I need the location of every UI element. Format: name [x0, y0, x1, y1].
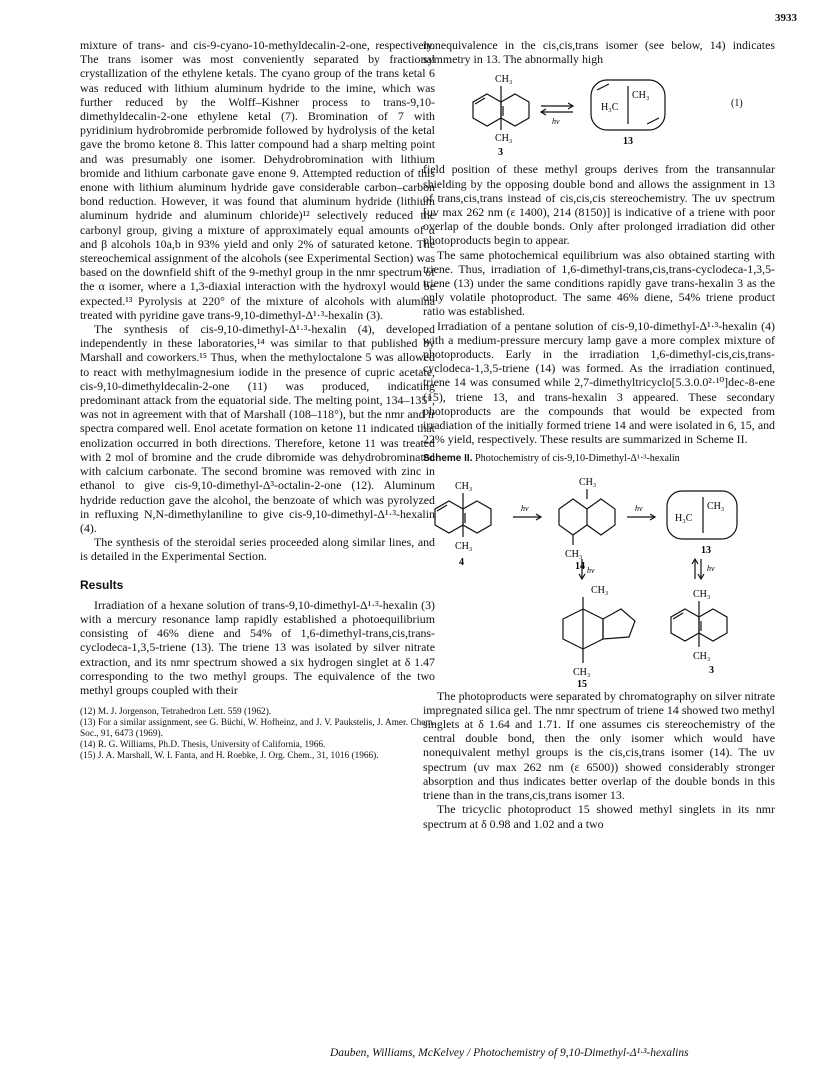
methyl-label: CH₃: [693, 588, 711, 600]
footnote: (14) R. G. Williams, Ph.D. Thesis, University of California, 1966.: [80, 740, 326, 751]
compound-number: 14: [575, 560, 585, 572]
methyl-label: CH₃: [455, 480, 473, 492]
compound-number: 4: [459, 556, 464, 568]
paragraph: Irradiation of a pentane solution of cis-9,10-dimethyl-Δ¹·³-hexalin (4) with a medium-pressure mercury lamp gave a more complex mixture of photoproducts. Early in the irradiation 1,6-dimethyl-cis,cis,trans-cyclodeca-1,3,5-triene (14) was formed. As the irradiation continued, triene 14 was consumed while 2,7-dimethyltricyclo[5.3.0.0²·¹⁰]dec-8-ene (15), triene 13, and trans-hexalin 3 appeared. These secondary photoproducts are the compounds that would be expected from irradiation of the initially formed triene 14 and were isolated in 6, 15, and 22% yield, respectively. These results are summarized in Scheme II.: [423, 318, 775, 447]
footnote: (13) For a similar assignment, see G. Büchi, W. Hofheinz, and J. V. Paukstelis, J. Amer. Chem. Soc., 91, 6473 (1969).: [80, 718, 435, 740]
page-number: 3933: [775, 12, 797, 24]
paragraph: The same photochemical equilibrium was also obtained starting with triene. Thus, irradiation of 1,6-dimethyl-trans,cis,trans-cyclodeca-1,3,5-triene (13) under the same conditions rapidly gave trans-hexalin 3 as the only volatile photoproduct. The same 46% diene, 54% triene product ratio was established.: [423, 247, 775, 319]
equation-1: [423, 66, 775, 162]
methyl-label: CH₃: [579, 476, 597, 488]
scheme-title: Photochemistry of cis-9,10-Dimethyl-Δ¹·³-hexalin: [475, 453, 680, 465]
footnote: (15) J. A. Marshall, W. I. Fanta, and H. Roebke, J. Org. Chem., 31, 1016 (1966).: [80, 751, 379, 762]
footnote: (12) M. J. Jorgenson, Tetrahedron Lett. 559 (1962).: [80, 707, 272, 718]
left-column: [80, 38, 435, 762]
methyl-label: CH₃: [693, 650, 711, 662]
compound-number: 3: [498, 147, 503, 159]
methyl-label: CH₃: [495, 74, 513, 86]
footnotes: [80, 707, 435, 762]
compound-number: 13: [701, 544, 711, 556]
methyl-label: CH₃: [573, 666, 591, 678]
methyl-label: H₃C: [601, 102, 619, 114]
methyl-label: CH₃: [591, 584, 609, 596]
equation-1-structures: [423, 66, 775, 162]
scheme-2: [423, 469, 775, 689]
scheme-caption: [423, 452, 775, 466]
right-column: [423, 38, 775, 831]
paragraph: The synthesis of cis-9,10-dimethyl-Δ¹·³-hexalin (4), developed independently in these laboratories,¹⁴ was similar to that published by Marshall and coworkers.¹⁵ Thus, when the methyloctalone 5 was allowed to react with methylmagnesium iodide in the presence of cupric acetate, cis-9,10-dimethyldecalin-2-one (11) was produced, indicating predominant attack from the equatorial side. The melting point, 134–135°, was not in agreement with that of Marshall (108–118°), but the nmr and ir spectra compared well. Enol acetate formation on ketone 11 indicated that enolization occurred in both directions. Therefore, ketone 11 was treated with 2 mol of bromine and the crude dibromide was dehydrobrominated with calcium carbonate. The second bromine was removed with zinc in ethanol to give cis-9,10-dimethyl-Δ³-octalin-2-one (12). Aluminum hydride reduction gave the alcohol, the benzoate of which was pyrolyzed in refluxing N,N-dimethylaniline to give cis-9,10-dimethyl-Δ¹·³-hexalin (4).: [80, 322, 435, 535]
equation-label: (1): [731, 98, 743, 110]
hv-label: hν: [552, 117, 560, 127]
running-footer: Dauben, Williams, McKelvey / Photochemistry of 9,10-Dimethyl-Δ¹·³-hexalins: [330, 1047, 689, 1059]
paragraph: mixture of trans- and cis-9-cyano-10-methyldecalin-2-one, respectively. The trans isomer was most conveniently separated by fractional crystallization of the ethylene ketals. The cyano group of the trans ketal 6 was reduced with lithium aluminum hydride to the imine, which was further reduced by the Wolff–Kishner process to trans-9,10-dimethyldecalin-2-one ethylene ketal (7). Bromination of 7 with pyridinium hydrobromide perbromide followed by hydrolysis of the ketal gave the bromo ketone 8. This latter compound had a sharp melting point and was presumably one isomer. Dehydrobromination with lithium bromide and lithium carbonate gave enone 9. Attempted reduction of this enone with lithium aluminum hydride gave considerable carbon–carbon bond reduction. However, it was found that aluminum hydride (lithium aluminum hydride and aluminum chloride)¹² selectively reduced the carbonyl group, giving a mixture of approximately equal amounts of α and β alcohols 10a,b in 93% yield and only 2% of saturated ketone. The stereochemical assignment of the alcohols (see Experimental Section) was based on the downfield shift of the 9-methyl group in the nmr spectrum of the α isomer, where a 1,3-diaxial interaction with the hydroxyl would be expected.¹³ Pyrolysis at 220° of the mixture of alcohols with alumina treated with pyridine gave trans-9,10-dimethyl-Δ¹·³-hexalin (3).: [80, 38, 435, 322]
paragraph: The photoproducts were separated by chromatography on silver nitrate impregnated silica gel. The nmr spectrum of triene 14 showed two methyl singlets at δ 1.64 and 1.71. If one assumes cis stereochemistry of the central double bond, then the only isomer which would have nonequivalent methyl groups is the cis,cis,trans isomer (14). The uv spectrum (uv max 262 nm (ε 6500)) showed considerably stronger absorption and thus indicates better overlap of the double bonds in this triene than in the trans,cis,trans isomer 13.: [423, 688, 775, 803]
methyl-label: CH₃: [707, 500, 725, 512]
methyl-label: CH₃: [455, 540, 473, 552]
compound-number: 3: [709, 664, 714, 676]
paragraph: The synthesis of the steroidal series proceeded along similar lines, and is detailed in the Experimental Section.: [80, 535, 435, 564]
paragraph: nonequivalence in the cis,cis,trans isomer (see below, 14) indicates symmetry in 13. The abnormally high: [423, 38, 775, 67]
paragraph: field position of these methyl groups derives from the transannular shielding by the opposing double bond and allows the assignment in 13 of trans,cis,trans instead of cis,cis,cis stereochemistry. The uv spectrum [uv max 262 nm (ε 1400), 214 (8150)] is indicative of a triene with poor overlap of the double bonds. Only after prolonged irradiation did other photoproducts begin to appear.: [423, 162, 775, 248]
hv-label: hν: [635, 503, 643, 513]
hv-label: hν: [587, 565, 595, 575]
compound-number: 13: [623, 136, 633, 148]
methyl-label: H₃C: [675, 512, 693, 524]
methyl-label: CH₃: [632, 90, 650, 102]
paragraph: The tricyclic photoproduct 15 showed methyl singlets in its nmr spectrum at δ 0.98 and 1.02 and a two: [423, 802, 775, 831]
scheme-2-structures: [423, 469, 775, 689]
paragraph: Irradiation of a hexane solution of trans-9,10-dimethyl-Δ¹·³-hexalin (3) with a mercury resonance lamp rapidly established a photoequilibrium consisting of 46% diene and 54% of 1,6-dimethyl-trans,cis,trans-cyclodeca-1,3,5-triene (13). The triene 13 was isolated by silver nitrate extraction, and its nmr spectrum showed a six hydrogen singlet at δ 1.47 corresponding to the two methyl groups. The equivalence of the two methyl groups coupled with their: [80, 597, 435, 697]
compound-number: 15: [577, 678, 587, 689]
methyl-label: CH₃: [495, 133, 513, 145]
scheme-label: Scheme II.: [423, 453, 473, 465]
hv-label: hν: [707, 563, 715, 573]
hv-label: hν: [521, 503, 529, 513]
section-heading-results: Results: [80, 577, 124, 592]
methyl-label: CH₃: [565, 548, 583, 560]
